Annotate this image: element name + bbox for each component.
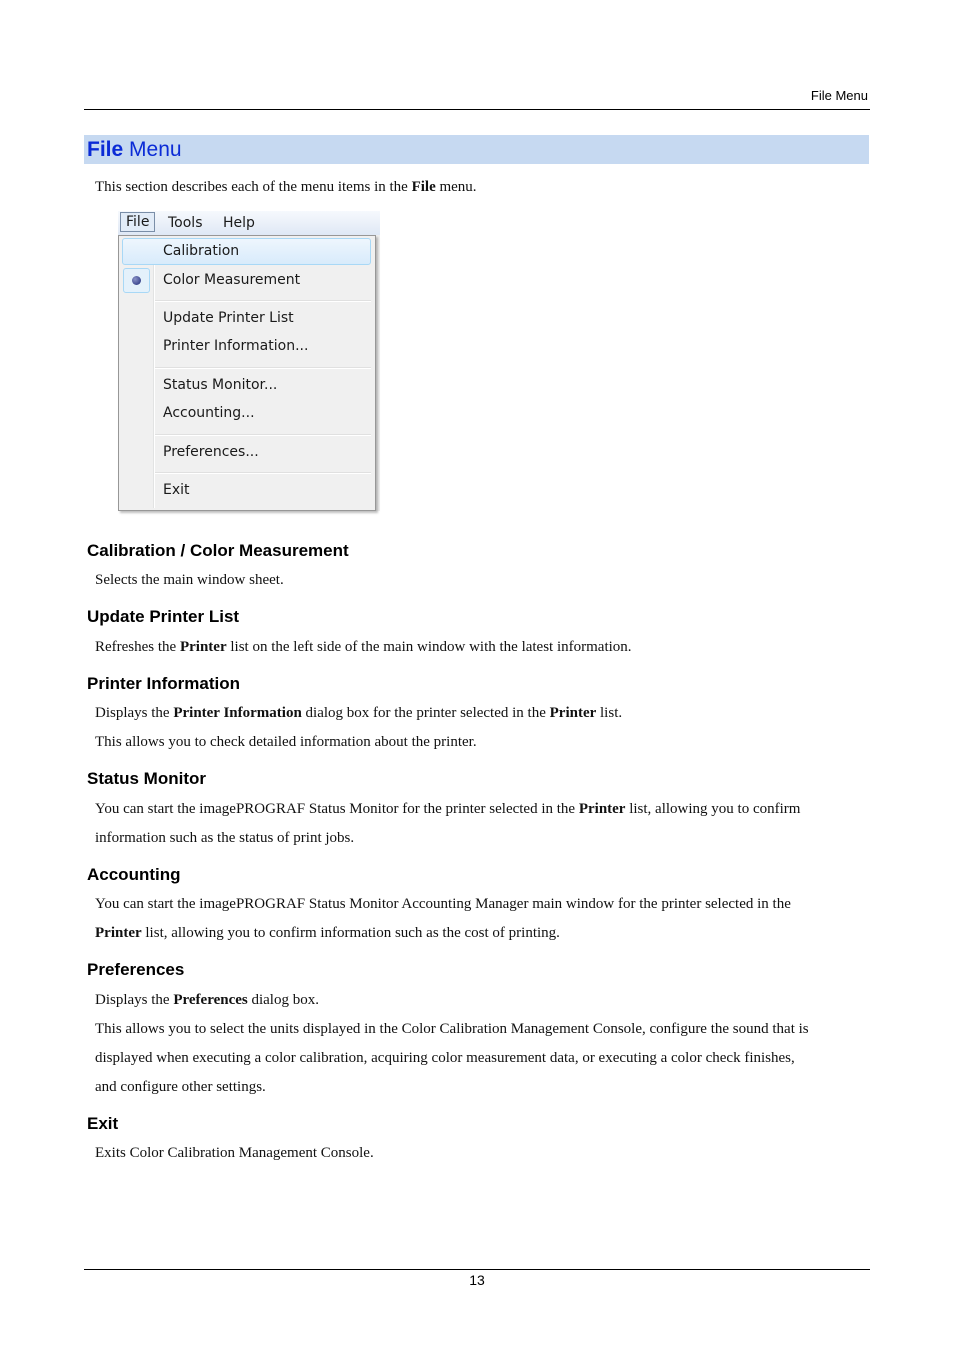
menu-separator	[155, 300, 371, 302]
menu-bar	[118, 211, 380, 235]
status-bold: Printer	[578, 801, 626, 817]
title-bold: File	[87, 138, 124, 161]
menu-item-exit[interactable]: Exit	[163, 482, 190, 498]
printer-info-bold-b: Printer	[549, 705, 597, 721]
calibration-text: Selects the main window sheet.	[95, 572, 284, 588]
printer-info-bold-a: Printer Information	[173, 705, 302, 721]
update-text-a: Refreshes the	[95, 639, 180, 655]
exit-text: Exits Color Calibration Management Console.	[95, 1145, 374, 1161]
file-dropdown	[118, 235, 376, 511]
menu-tools[interactable]: Tools	[168, 215, 203, 231]
preferences-line2: This allows you to select the units displayed in the Color Calibration Management Console, configure the sound that is	[95, 1021, 809, 1037]
header-rule	[84, 109, 870, 110]
printer-info-text-a: Displays the	[95, 705, 174, 721]
accounting-line2	[95, 924, 560, 942]
heading-update-printer-list: Update Printer List	[87, 607, 240, 626]
footer-rule	[84, 1269, 870, 1270]
radio-check-box	[123, 268, 150, 293]
accounting-line1: You can start the imagePROGRAF Status Monitor Accounting Manager main window for the printer selected in the	[95, 896, 791, 912]
menu-item-color-measurement[interactable]: Color Measurement	[163, 272, 301, 288]
menu-item-update-printer-list[interactable]: Update Printer List	[163, 310, 294, 326]
page-number: 13	[469, 1272, 485, 1288]
intro-paragraph	[95, 178, 477, 196]
preferences-line3: displayed when executing a color calibration, acquiring color measurement data, or executing a color check finishes,	[95, 1050, 795, 1066]
status-line2: information such as the status of print jobs.	[95, 830, 355, 846]
menu-gutter	[153, 238, 155, 508]
heading-printer-information: Printer Information	[87, 674, 241, 693]
running-header: File Menu	[810, 88, 868, 103]
intro-text: This section describes each of the menu items in the	[95, 179, 412, 195]
preferences-line1	[95, 991, 319, 1009]
accounting-text: list, allowing you to confirm information such as the cost of printing.	[141, 925, 560, 941]
radio-dot-icon	[132, 276, 141, 285]
menu-item-calibration[interactable]: Calibration	[163, 243, 240, 259]
heading-status-monitor: Status Monitor	[87, 769, 206, 788]
menu-item-preferences[interactable]: Preferences...	[163, 444, 259, 460]
update-text-b: list on the left side of the main window with the latest information.	[226, 639, 632, 655]
menu-separator	[155, 472, 371, 474]
menu-separator	[155, 367, 371, 369]
heading-preferences: Preferences	[87, 960, 185, 979]
title-rest: Menu	[129, 138, 182, 161]
status-line1	[95, 800, 800, 818]
preferences-bold: Preferences	[173, 992, 248, 1008]
menu-item-printer-information[interactable]: Printer Information...	[163, 338, 309, 354]
printer-info-text-b: dialog box for the printer selected in the	[301, 705, 550, 721]
menu-file[interactable]: File	[120, 212, 155, 232]
intro-text-end: menu.	[435, 179, 477, 195]
status-text-a: You can start the imagePROGRAF Status Monitor for the printer selected in the	[95, 801, 579, 817]
printer-info-line2: This allows you to check detailed information about the printer.	[95, 734, 477, 750]
heading-exit: Exit	[87, 1114, 119, 1133]
status-text-b: list, allowing you to confirm	[625, 801, 801, 817]
heading-accounting: Accounting	[87, 865, 181, 884]
printer-info-line1	[95, 704, 622, 722]
menu-highlight	[122, 238, 371, 265]
menu-item-status-monitor[interactable]: Status Monitor...	[163, 377, 278, 393]
file-menu-screenshot	[118, 211, 380, 511]
printer-info-text-c: list.	[596, 705, 623, 721]
menu-help[interactable]: Help	[223, 215, 255, 231]
update-text	[95, 638, 632, 656]
preferences-line4: and configure other settings.	[95, 1079, 266, 1095]
update-bold: Printer	[179, 639, 227, 655]
menu-separator	[155, 434, 371, 436]
page-title	[84, 135, 869, 164]
menu-item-accounting[interactable]: Accounting...	[163, 405, 255, 421]
intro-bold: File	[411, 179, 436, 195]
preferences-text-b: dialog box.	[247, 992, 319, 1008]
heading-calibration: Calibration / Color Measurement	[87, 541, 349, 560]
preferences-text-a: Displays the	[95, 992, 174, 1008]
accounting-bold: Printer	[95, 925, 142, 941]
